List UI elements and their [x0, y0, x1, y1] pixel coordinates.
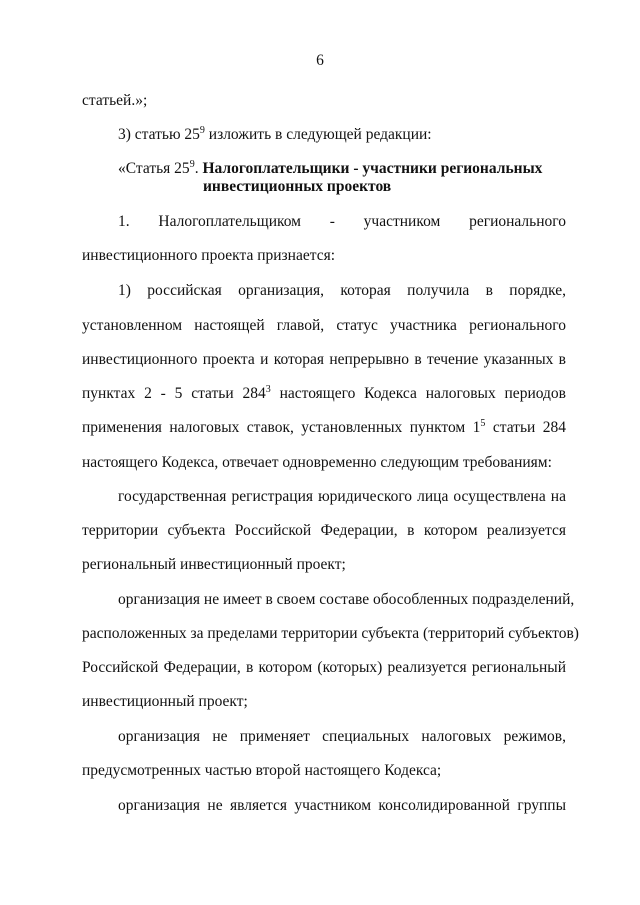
- text-line: инвестиционный проект;: [82, 693, 248, 710]
- text-line: пунктах 2 - 5 статьи $284^3$ настоящего Кодекса налоговых периодов: [82, 384, 566, 402]
- text-line: расположенных за пределами территории субъекта (территорий субъектов): [82, 625, 579, 642]
- text-line: 3) статью $25^9$ изложить в следующей редакции:: [118, 125, 432, 143]
- text-line: организация не является участником консолидированной группы: [118, 797, 566, 814]
- text-line: применения налоговых ставок, установленных пунктом $1^5$ статьи 284: [82, 418, 566, 436]
- text-line: 1) российская организация, которая получила в порядке,: [118, 282, 566, 299]
- text-line: 1. Налогоплательщиком - участником регионального: [118, 213, 566, 230]
- article-heading: «Статья $25^9$. Налогоплательщики - участники региональных: [118, 159, 543, 177]
- text-line: предусмотренных частью второй настоящего Кодекса;: [82, 762, 442, 779]
- text-line: организация не имеет в своем составе обособленных подразделений,: [118, 591, 575, 608]
- page-number: 6: [316, 52, 324, 69]
- text-line: государственная регистрация юридического лица осуществлена на: [118, 488, 566, 505]
- text-line: Российской Федерации, в котором (которых) реализуется региональный: [82, 659, 566, 676]
- article-heading-continued: инвестиционных проектов: [203, 178, 392, 195]
- text-line: статьей.»;: [82, 92, 148, 109]
- text-line: региональный инвестиционный проект;: [82, 556, 346, 573]
- text-line: установленном настоящей главой, статус участника регионального: [82, 317, 566, 334]
- text-line: территории субъекта Российской Федерации, в котором реализуется: [82, 522, 566, 539]
- text-line: инвестиционного проекта признается:: [82, 247, 336, 264]
- text-line: инвестиционного проекта и которая непрерывно в течение указанных в: [82, 351, 566, 368]
- text-line: организация не применяет специальных налоговых режимов,: [118, 728, 566, 745]
- text-line: настоящего Кодекса, отвечает одновременно следующим требованиям:: [82, 454, 552, 471]
